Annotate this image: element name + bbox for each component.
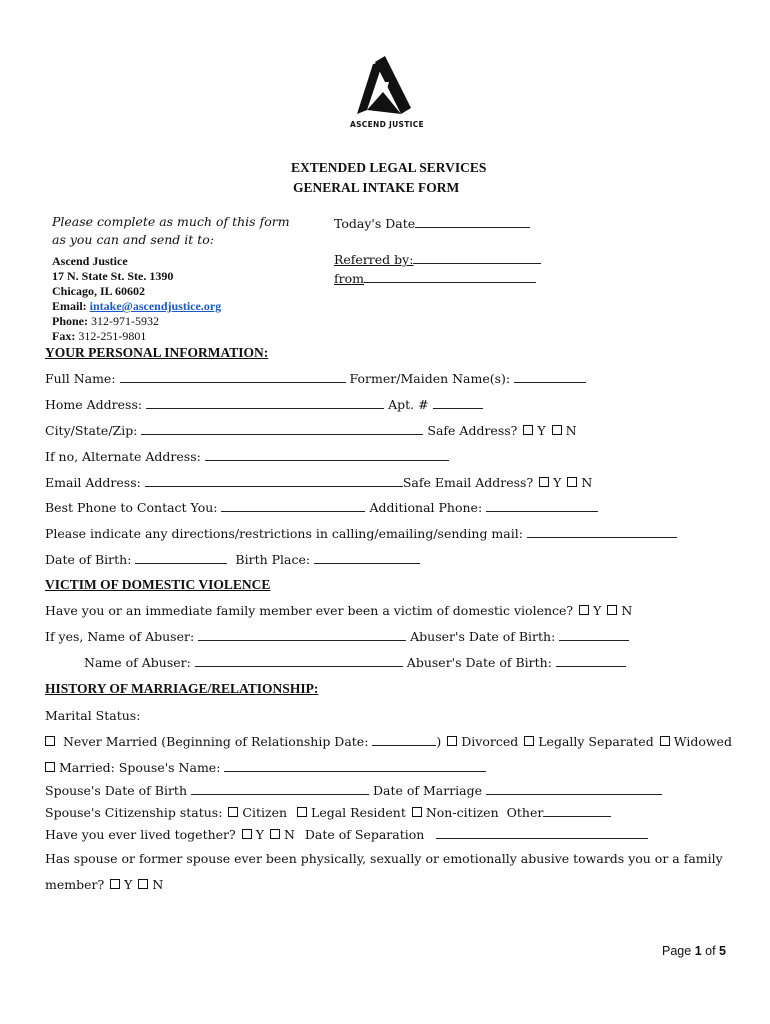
safe-email-yes-checkbox[interactable] (539, 477, 549, 487)
referred-by-label: Referred by: (334, 252, 414, 267)
citizenship-label: Spouse's Citizenship status: (45, 805, 223, 820)
spouse-dob-label: Spouse's Date of Birth (45, 783, 188, 798)
fax-number: 312-251-9801 (78, 329, 147, 343)
legal-resident-checkbox[interactable] (297, 807, 307, 817)
spouse-dob-row[interactable] (45, 783, 662, 798)
section-marriage-relationship: HISTORY OF MARRIAGE/RELATIONSHIP: (45, 681, 319, 696)
date-of-marriage-label: Date of Marriage (372, 783, 483, 798)
abuser-dob-label: Abuser's Date of Birth: (410, 629, 556, 644)
legally-separated-checkbox[interactable] (524, 736, 534, 746)
citizen-label: Citizen (242, 805, 288, 820)
email-label: Email: (52, 299, 87, 313)
never-married-checkbox[interactable] (45, 736, 55, 746)
married-checkbox[interactable] (45, 762, 55, 772)
fax-label: Fax: (52, 329, 76, 343)
alternate-address-row[interactable] (45, 449, 449, 464)
safe-address-yes-checkbox[interactable] (523, 425, 533, 435)
full-name-label: Full Name: (45, 371, 116, 386)
abusive-question-line1: Has spouse or former spouse ever been physically, sexually or emotionally abusive towards you or a family (45, 851, 723, 866)
from-label: from (334, 271, 364, 286)
abuser-row-1[interactable] (45, 629, 629, 644)
directions-label: Please indicate any directions/restrictions in calling/emailing/sending mail: (45, 526, 523, 541)
safe-email-no-checkbox[interactable] (567, 477, 577, 487)
dob-row[interactable] (45, 552, 420, 567)
abuser-row-2[interactable] (84, 655, 626, 670)
abusive-yes-checkbox[interactable] (110, 879, 120, 889)
if-yes-abuser-label: If yes, Name of Abuser: (45, 629, 195, 644)
email-address-row[interactable]: Email Address: Safe Email Address? Y N (45, 475, 593, 490)
alternate-address-label: If no, Alternate Address: (45, 449, 201, 464)
phone-row[interactable] (45, 500, 598, 515)
citizen-checkbox[interactable] (228, 807, 238, 817)
abuser-dob-label-2: Abuser's Date of Birth: (406, 655, 552, 670)
abusive-no-checkbox[interactable] (138, 879, 148, 889)
divorced-checkbox[interactable] (447, 736, 457, 746)
street-address: 17 N. State St. Ste. 1390 (52, 269, 174, 283)
full-name-row[interactable] (45, 371, 586, 386)
home-address-row[interactable] (45, 397, 483, 412)
todays-date-field[interactable] (334, 216, 530, 231)
non-citizen-label: Non-citizen (425, 805, 499, 820)
section-personal-information: YOUR PERSONAL INFORMATION: (45, 345, 269, 360)
safe-address-no-checkbox[interactable] (552, 425, 562, 435)
lived-together-no-checkbox[interactable] (270, 829, 280, 839)
contact-block (52, 254, 221, 344)
form-title-line2: GENERAL INTAKE FORM (293, 180, 460, 195)
date-of-separation-label: Date of Separation (304, 827, 425, 842)
city-address: Chicago, IL 60602 (52, 284, 146, 298)
legal-resident-label: Legal Resident (311, 805, 406, 820)
phone-number: 312-971-5932 (91, 314, 159, 328)
widowed-label: Widowed (673, 734, 732, 749)
section-domestic-violence: VICTIM OF DOMESTIC VIOLENCE (45, 577, 271, 592)
abusive-question-line2: member? (45, 877, 105, 892)
form-title-line1: EXTENDED LEGAL SERVICES (291, 160, 487, 175)
birth-place-label: Birth Place: (235, 552, 311, 567)
todays-date-label: Today's Date (334, 216, 416, 231)
name-of-abuser-label: Name of Abuser: (84, 655, 191, 670)
lived-together-label: Have you ever lived together? (45, 827, 236, 842)
dv-question-row[interactable]: Have you or an immediate family member ever been a victim of domestic violence? Y N (45, 603, 633, 618)
email-address-label: Email Address: (45, 475, 141, 490)
city-state-zip-row[interactable]: City/State/Zip: Safe Address? Y N (45, 423, 577, 438)
abusive-question-row[interactable]: member? Y N (45, 877, 164, 892)
dv-yes-checkbox[interactable] (579, 605, 589, 615)
dob-label: Date of Birth: (45, 552, 132, 567)
instructions-line1: Please complete as much of this form (52, 214, 290, 229)
marital-status-label: Marital Status: (45, 708, 141, 723)
dv-no-checkbox[interactable] (607, 605, 617, 615)
married-row[interactable] (45, 760, 486, 775)
never-married-label: Never Married (Beginning of Relationship Date: (62, 734, 369, 749)
logo (345, 52, 425, 132)
lived-together-row[interactable]: Have you ever lived together? Y N Date of Separation (45, 827, 648, 842)
instructions-line2: as you can and send it to: (52, 232, 214, 247)
city-state-zip-label: City/State/Zip: (45, 423, 138, 438)
directions-row[interactable] (45, 526, 677, 541)
home-address-label: Home Address: (45, 397, 143, 412)
other-label: Other (506, 805, 544, 820)
former-name-label: Former/Maiden Name(s): (349, 371, 511, 386)
page-number: Page 1 of 5 (662, 944, 726, 958)
non-citizen-checkbox[interactable] (412, 807, 422, 817)
best-phone-label: Best Phone to Contact You: (45, 500, 218, 515)
citizenship-row[interactable] (45, 805, 611, 820)
safe-address-label: Safe Address? (427, 423, 518, 438)
legally-separated-label: Legally Separated (538, 734, 654, 749)
org-name: Ascend Justice (52, 254, 128, 268)
additional-phone-label: Additional Phone: (369, 500, 483, 515)
apt-label: Apt. # (388, 397, 429, 412)
marital-options-row[interactable]: Never Married (Beginning of Relationship Date: ) Divorced Legally Separated Widowed (45, 734, 732, 749)
lived-together-yes-checkbox[interactable] (242, 829, 252, 839)
from-field[interactable] (334, 271, 536, 286)
referred-by-field[interactable] (334, 252, 541, 267)
widowed-checkbox[interactable] (660, 736, 670, 746)
divorced-label: Divorced (461, 734, 519, 749)
ascend-justice-logo-icon (345, 52, 425, 122)
safe-email-label: Safe Email Address? (402, 475, 534, 490)
married-spouse-label: Married: Spouse's Name: (59, 760, 221, 775)
logo-text: ASCEND JUSTICE (350, 120, 424, 129)
dv-question-label: Have you or an immediate family member ever been a victim of domestic violence? (45, 603, 574, 618)
phone-label: Phone: (52, 314, 88, 328)
email-link[interactable]: intake@ascendjustice.org (89, 299, 222, 313)
